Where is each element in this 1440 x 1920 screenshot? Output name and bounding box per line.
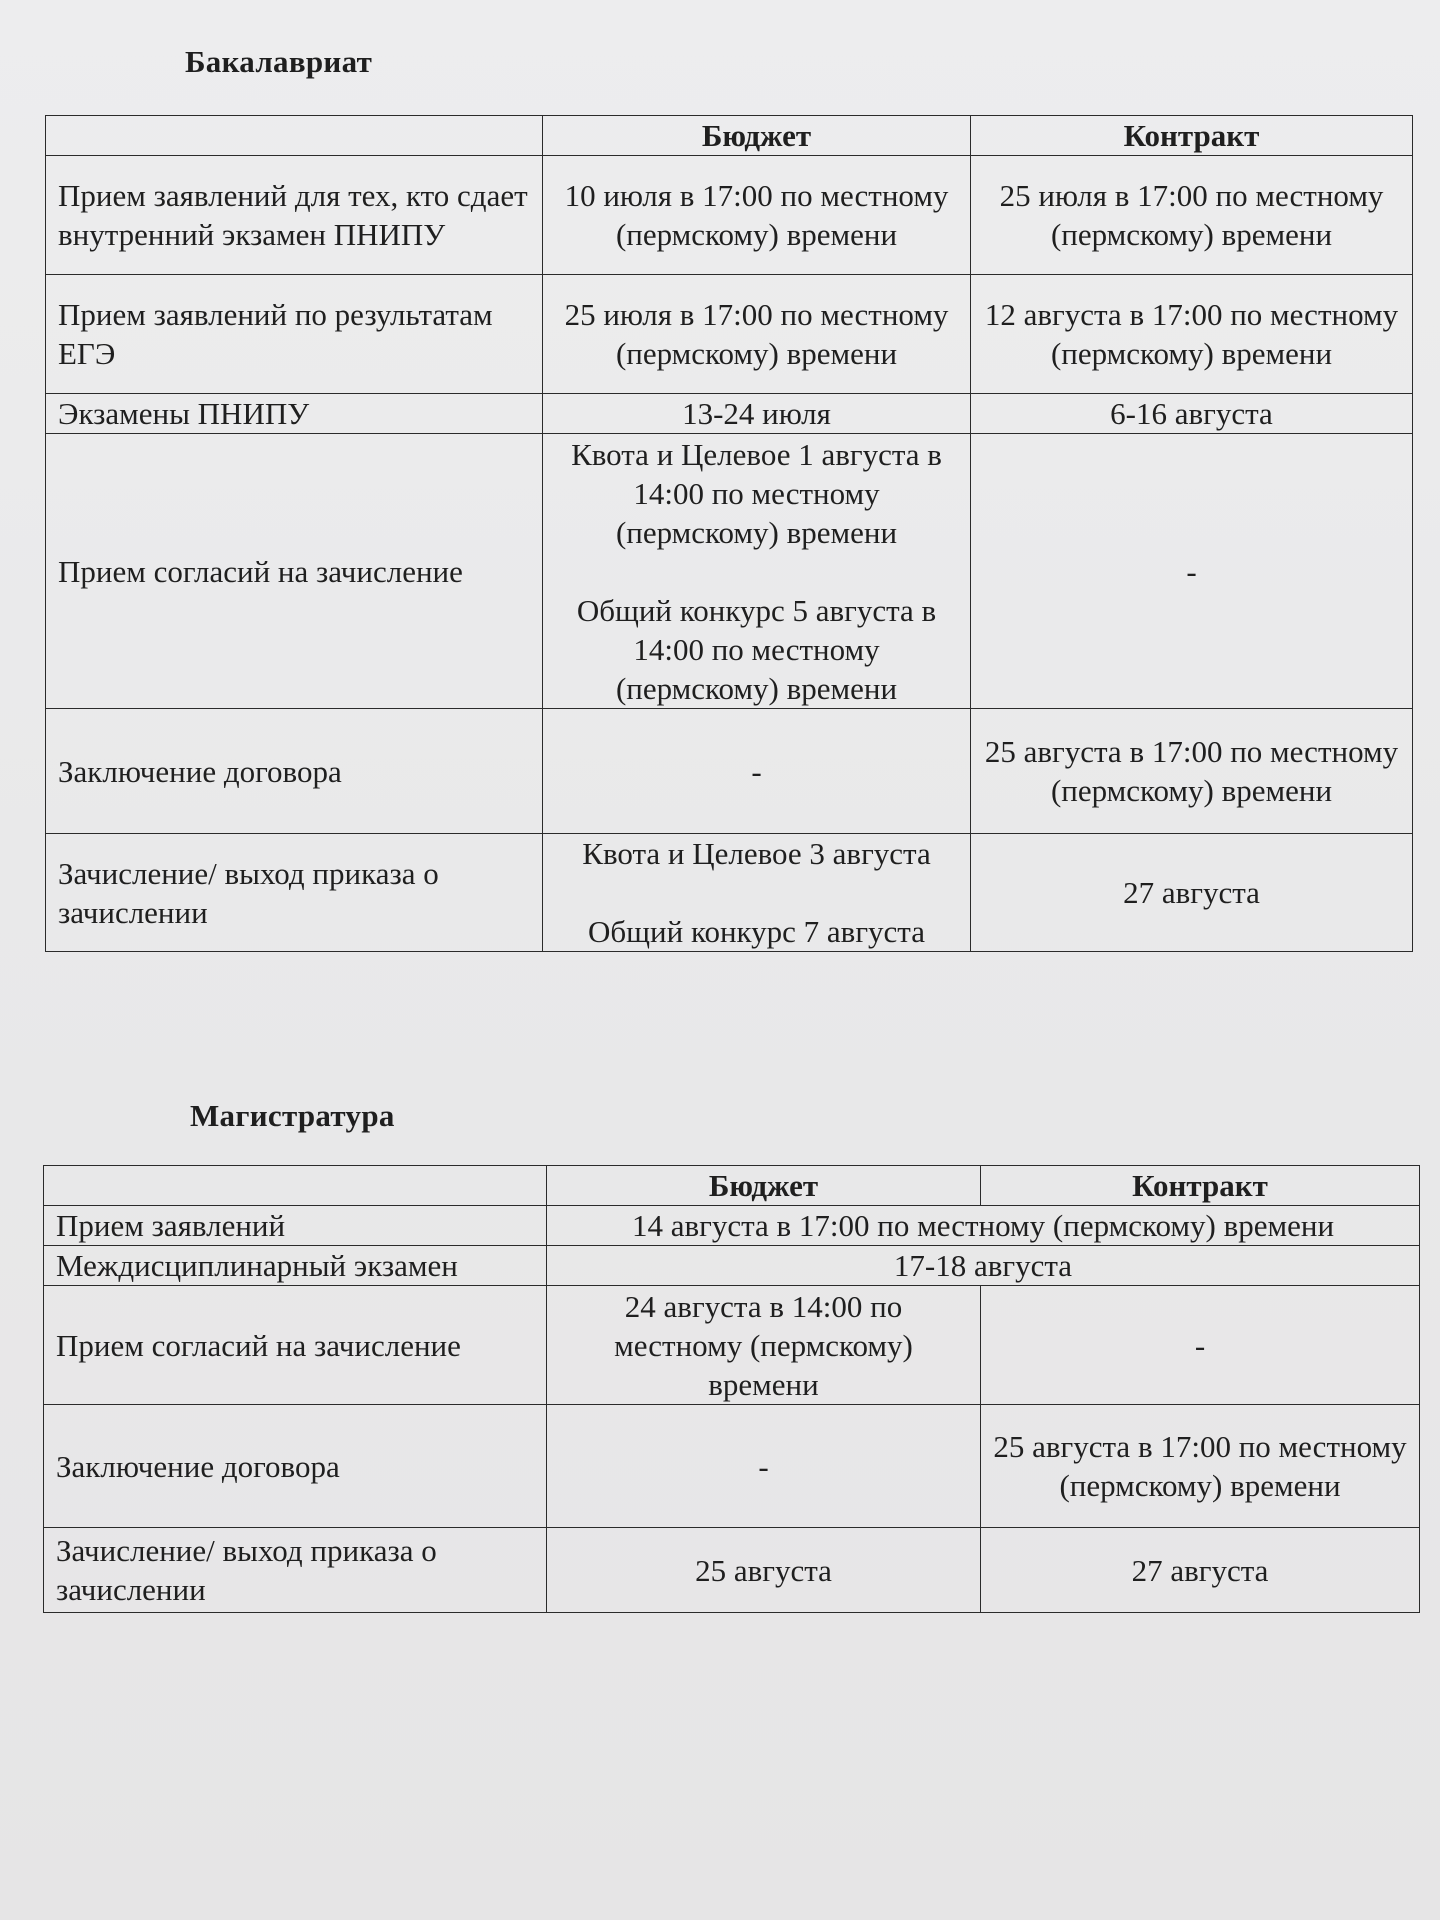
- section-title-bachelor: Бакалавриат: [185, 44, 373, 79]
- budget-cell: 25 августа: [547, 1528, 981, 1613]
- budget-cell: 24 августа в 14:00 по местному (пермскому) времени: [547, 1286, 981, 1405]
- table-row: [44, 1528, 1420, 1613]
- table-row: [44, 1246, 1420, 1286]
- header-empty-cell: [46, 116, 543, 156]
- row-label: Прием заявлений по результатам ЕГЭ: [46, 275, 543, 394]
- budget-quota-target-text: Квота и Целевое 1 августа в 14:00 по местному (пермскому) времени: [571, 436, 942, 550]
- master-schedule-table: [43, 1165, 1420, 1613]
- table-row: [44, 1405, 1420, 1528]
- row-label: Междисциплинарный экзамен: [44, 1246, 547, 1286]
- table-row: [46, 434, 1413, 709]
- budget-cell: 10 июля в 17:00 по местному (пермскому) времени: [543, 156, 971, 275]
- contract-cell: 25 июля в 17:00 по местному (пермскому) времени: [971, 156, 1413, 275]
- budget-cell: -: [547, 1405, 981, 1528]
- row-label: Заключение договора: [46, 709, 543, 834]
- table-row: [46, 394, 1413, 434]
- contract-cell: 12 августа в 17:00 по местному (пермскому) времени: [971, 275, 1413, 394]
- row-label: Прием согласий на зачисление: [44, 1286, 547, 1405]
- row-label: Прием заявлений для тех, кто сдает внутренний экзамен ПНИПУ: [46, 156, 543, 275]
- table-row: [46, 834, 1413, 952]
- budget-cell: 25 июля в 17:00 по местному (пермскому) времени: [543, 275, 971, 394]
- row-label: Зачисление/ выход приказа о зачислении: [44, 1528, 547, 1613]
- row-label: Заключение договора: [44, 1405, 547, 1528]
- budget-general-text: Общий конкурс 7 августа: [588, 914, 925, 949]
- table-header-row: [46, 116, 1413, 156]
- header-contract: Контракт: [981, 1166, 1420, 1206]
- budget-general-text: Общий конкурс 5 августа в 14:00 по местному (пермскому) времени: [576, 592, 937, 706]
- row-label: Прием согласий на зачисление: [46, 434, 543, 709]
- header-budget: Бюджет: [543, 116, 971, 156]
- table-row: [46, 709, 1413, 834]
- table-row: [46, 156, 1413, 275]
- bachelor-schedule-table: [45, 115, 1413, 952]
- contract-cell: 27 августа: [981, 1528, 1420, 1613]
- contract-cell: 27 августа: [971, 834, 1413, 952]
- section-title-master: Магистратура: [190, 1098, 395, 1133]
- table-row: [44, 1206, 1420, 1246]
- contract-cell: -: [981, 1286, 1420, 1405]
- header-contract: Контракт: [971, 116, 1413, 156]
- budget-cell: 13-24 июля: [543, 394, 971, 434]
- header-empty-cell: [44, 1166, 547, 1206]
- merged-cell: 14 августа в 17:00 по местному (пермскому) времени: [547, 1206, 1420, 1246]
- contract-cell: 6-16 августа: [971, 394, 1413, 434]
- row-label: Зачисление/ выход приказа о зачислении: [46, 834, 543, 952]
- table-row: [46, 275, 1413, 394]
- table-row: [44, 1286, 1420, 1405]
- contract-cell: 25 августа в 17:00 по местному (пермскому) времени: [971, 709, 1413, 834]
- row-label: Экзамены ПНИПУ: [46, 394, 543, 434]
- contract-cell: 25 августа в 17:00 по местному (пермскому) времени: [981, 1405, 1420, 1528]
- table-header-row: [44, 1166, 1420, 1206]
- merged-cell: 17-18 августа: [547, 1246, 1420, 1286]
- budget-quota-target-text: Квота и Целевое 3 августа: [582, 836, 931, 871]
- budget-cell: -: [543, 709, 971, 834]
- header-budget: Бюджет: [547, 1166, 981, 1206]
- budget-cell: [543, 434, 971, 709]
- budget-cell: [543, 834, 971, 952]
- contract-cell: -: [971, 434, 1413, 709]
- row-label: Прием заявлений: [44, 1206, 547, 1246]
